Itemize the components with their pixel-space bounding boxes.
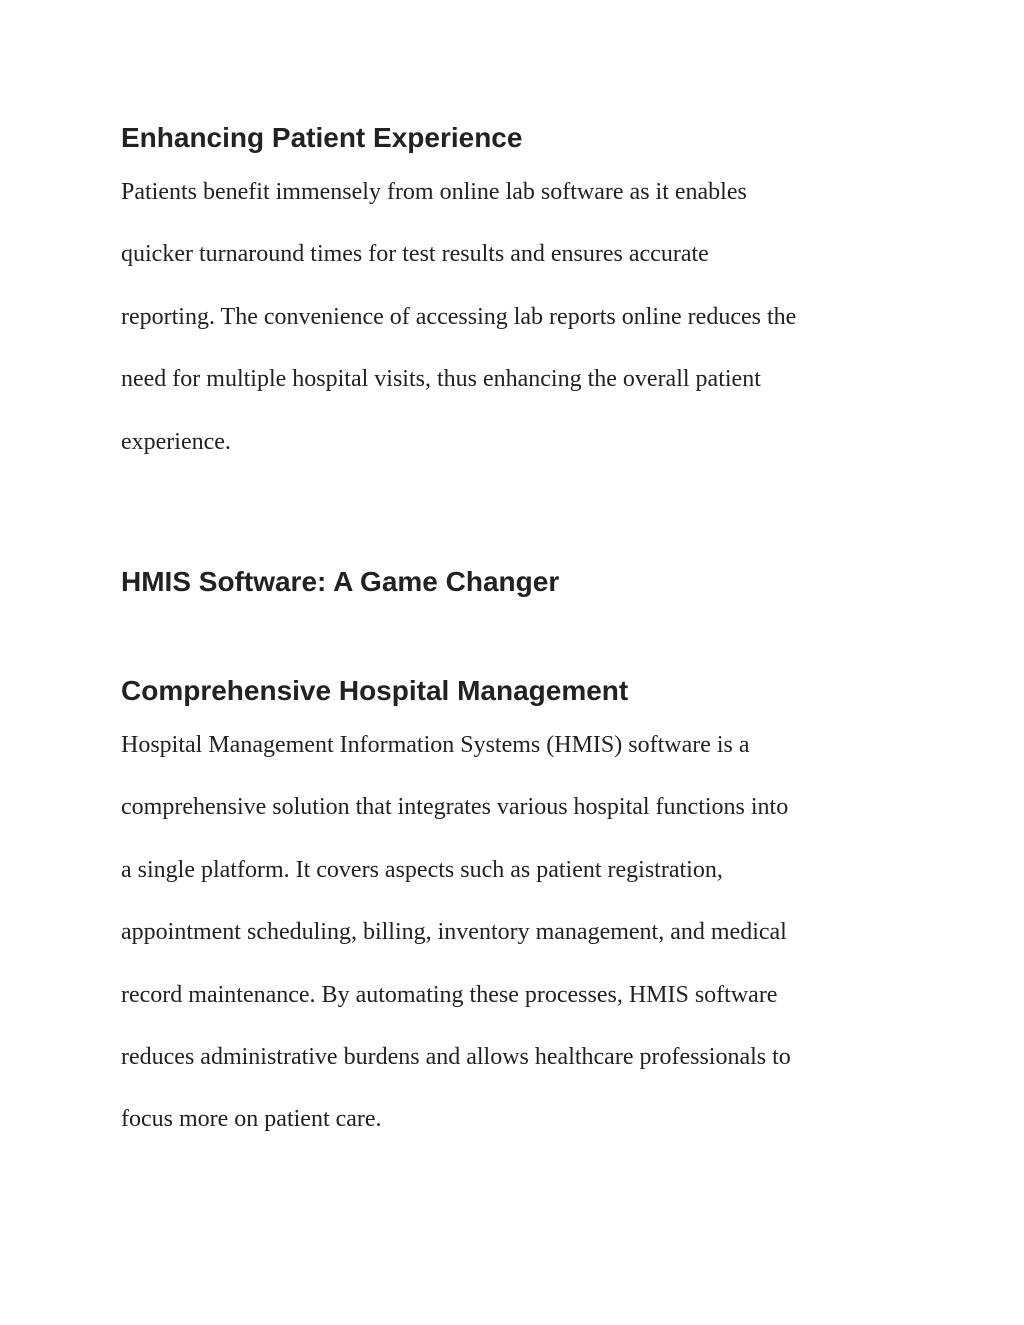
section-heading-comprehensive-hospital-management: Comprehensive Hospital Management [121,675,629,706]
paragraph-line: Patients benefit immensely from online lab software as it enables [121,179,747,205]
section-heading-enhancing-patient-experience: Enhancing Patient Experience [121,122,523,153]
paragraph-line: a single platform. It covers aspects such as patient registration, [121,856,723,883]
paragraph-line: reduces administrative burdens and allows healthcare professionals to [121,1043,791,1070]
paragraph-line: focus more on patient care. [121,1106,382,1133]
paragraph-patient-experience [121,180,911,492]
paragraph-hospital-management [121,733,911,1170]
paragraph-line: experience. [121,428,231,455]
paragraph-line: need for multiple hospital visits, thus enhancing the overall patient [121,366,761,393]
paragraph-line: Hospital Management Information Systems (HMIS) software is a [121,732,750,758]
paragraph-line: appointment scheduling, billing, inventory management, and medical [121,919,787,946]
paragraph-line: comprehensive solution that integrates various hospital functions into [121,794,789,821]
paragraph-line: record maintenance. By automating these processes, HMIS software [121,981,778,1008]
paragraph-line: quicker turnaround times for test results and ensures accurate [121,241,709,268]
section-heading-hmis-software: HMIS Software: A Game Changer [121,566,560,597]
paragraph-line: reporting. The convenience of accessing lab reports online reduces the [121,303,797,330]
